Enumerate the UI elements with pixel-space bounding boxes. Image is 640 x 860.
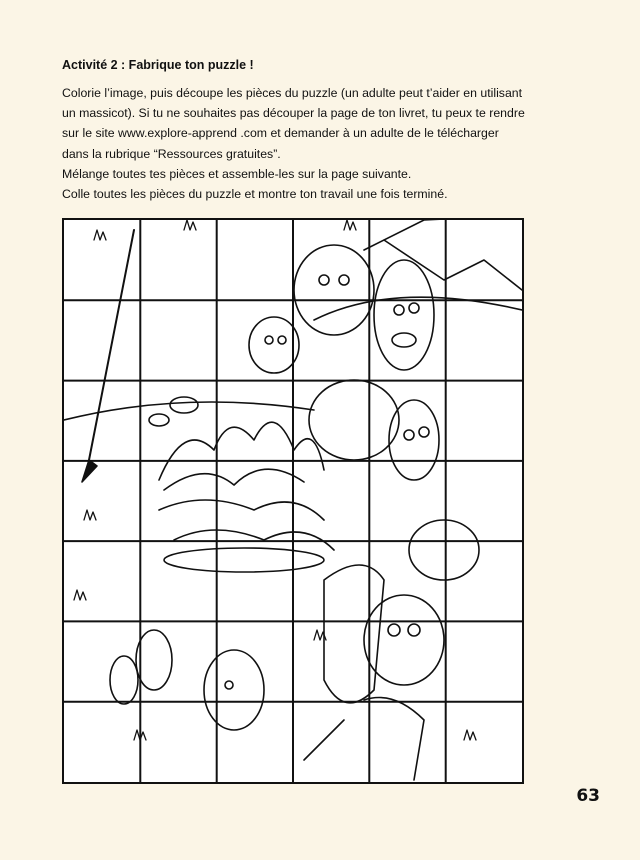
page-number: 63: [576, 786, 600, 806]
instruction-line: dans la rubrique “Ressources gratuites”.: [62, 146, 281, 161]
mountain-outline: [364, 220, 522, 290]
spear: [89, 230, 134, 460]
instruction-line: Colorie l’image, puis découpe les pièces du puzzle (un adulte peut t’aider en utilisant: [62, 86, 523, 100]
instructions: [62, 83, 532, 204]
instruction-line: un massicot). Si tu ne souhaites pas découper la page de ton livret, tu peux te rendre: [62, 106, 525, 121]
prehistoric-scene-illustration: [64, 220, 522, 782]
spear-tip: [82, 460, 97, 482]
activity-title: Activité 2 : Fabrique ton puzzle !: [62, 58, 254, 72]
instruction-line: Colle toutes les pièces du puzzle et montre ton travail une fois terminé.: [62, 187, 448, 202]
puzzle-coloring-image: [62, 218, 524, 784]
instruction-line: Mélange toutes tes pièces et assemble-les sur la page suivante.: [62, 166, 412, 181]
activity-block: [62, 58, 532, 204]
cave-characters: [204, 245, 479, 780]
instruction-line: sur le site www.explore-apprend .com et demander à un adulte de le télécharger: [62, 126, 499, 141]
campfire-flames: [159, 422, 334, 572]
ground-line: [64, 402, 314, 420]
